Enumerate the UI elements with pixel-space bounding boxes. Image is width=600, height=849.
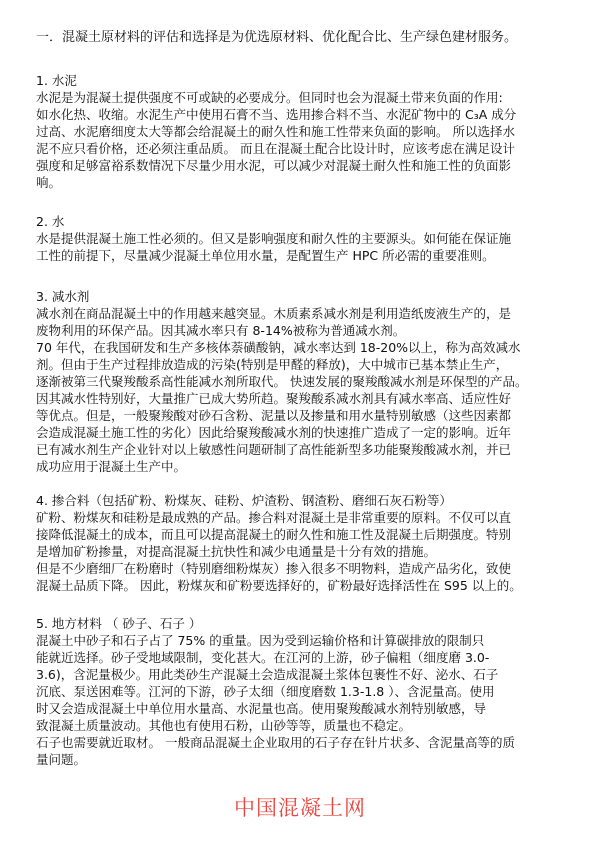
text-line: 逐渐被第三代聚羧酸系高性能减水剂所取代。 快速发展的聚羧酸减水剂是环保型的产品。 xyxy=(36,374,528,389)
section-title: 2. 水 xyxy=(36,214,65,229)
section-title: 5. 地方材料 （ 砂子、石子 ） xyxy=(36,616,202,631)
text-line: 剂。但由于生产过程排放造成的污染(特别是甲醛的释放)，大中城市已基本禁止生产， xyxy=(36,357,509,372)
section-body xyxy=(36,305,576,475)
section-body xyxy=(36,89,576,191)
text-line: 强度和足够富裕系数情况下尽量少用水泥，可以减少对混凝土耐久性和施工性的负面影 xyxy=(36,158,512,173)
text-line: 水是提供混凝土施工性必须的。但又是影响强度和耐久性的主要源头。如何能在保证施 xyxy=(36,231,512,246)
text-line: 能就近选择。砂子受地域限制，变化甚大。在江河的上游，砂子偏粗（细度磨 3.0- xyxy=(36,650,490,665)
text-line: 但是不少磨细厂在粉磨时（特别磨细粉煤灰）掺入很多不明物料，造成产品劣化，致使 xyxy=(36,561,512,576)
section-title: 3. 减水剂 xyxy=(36,289,90,304)
text-line: 3.6)，含泥量极少。用此类砂生产混凝土会造成混凝土浆体包裹性不好、泌水、石子 xyxy=(36,667,499,682)
section-body xyxy=(36,509,576,594)
text-line: 水泥是为混凝土提供强度不可或缺的必要成分。但同时也会为混凝土带来负面的作用: xyxy=(36,90,503,105)
text-line: 量问题。 xyxy=(36,752,87,767)
text-line: 石子也需要就近取材。 一般商品混凝土企业取用的石子存在针片状多、含泥量高等的质 xyxy=(36,735,515,750)
text-line: 接降低混凝土的成本，而且可以提高混凝土的耐久性和施工性及混凝土后期强度。特别 xyxy=(36,527,512,542)
section-body xyxy=(36,632,576,768)
section-water-reducer xyxy=(36,288,576,475)
text-line: 致混凝土质量波动。其他也有使用石粉，山砂等等，质量也不稳定。 xyxy=(36,718,412,733)
section-cement xyxy=(36,72,576,191)
document-heading: 一．混凝土原材料的评估和选择是为优选原材料、优化配合比、生产绿色建材服务。 xyxy=(36,30,518,45)
section-water xyxy=(36,213,576,264)
text-line: 成功应用于混凝土生产中。 xyxy=(36,459,187,474)
text-line: 响。 xyxy=(36,175,62,190)
text-line: 因其减水性特别好，大量推广已成大势所趋。聚羧酸系减水剂具有减水率高、适应性好 xyxy=(36,391,512,406)
text-line: 混凝土品质下降。 因此，粉煤灰和矿粉要选择好的，矿粉最好选择活性在 S95 以上的。 xyxy=(36,578,522,593)
section-admixtures xyxy=(36,492,576,594)
section-title: 1. 水泥 xyxy=(36,73,77,88)
text-line: 会造成混凝土施工性的劣化）因此给聚羧酸减水剂的快速推广造成了一定的影响。近年 xyxy=(36,425,512,440)
text-line: 等优点。但是，一般聚羧酸对砂石含粉、泥量以及掺量和用水量特别敏感（这些因素都 xyxy=(36,408,512,423)
section-body xyxy=(36,230,576,264)
text-line: 时又会造成混凝土中单位用水量高、水泥量也高。使用聚羧酸减水剂特别敏感，导 xyxy=(36,701,487,716)
text-line: 是增加矿粉掺量，对提高混凝土抗快性和减少电通量是十分有效的措施。 xyxy=(36,544,437,559)
site-watermark: 中国混凝土网 xyxy=(234,796,366,820)
text-line: 减水剂在商品混凝土中的作用越来越突显。木质素系减水剂是利用造纸废液生产的，是 xyxy=(36,306,512,321)
text-line: 混凝土中砂子和石子占了 75% 的重量。因为受到运输价格和计算碳排放的限制只 xyxy=(36,633,485,648)
text-line: 70 年代，在我国研发和生产多核体萘磺酸钠，减水率达到 18-20%以上，称为高效减水 xyxy=(36,340,521,355)
text-line: 沉底、泵送困难等。江河的下游，砂子太细（细度磨数 1.3-1.8 ）、含泥量高。使用 xyxy=(36,684,495,699)
text-line: 工性的前提下，尽量减少混凝土单位用水量，是配置生产 HPC 所必需的重要准则。 xyxy=(36,248,495,263)
text-line: 泥不应只看价格，还必须注重品质。 而且在混凝土配合比设计时，应该考虑在满足设计 xyxy=(36,141,515,156)
text-line: 废物利用的环保产品。因其减水率只有 8-14%被称为普通减水剂。 xyxy=(36,323,406,338)
text-line: 矿粉、粉煤灰和硅粉是最成熟的产品。掺合料对混凝土是非常重要的原料。不仅可以直 xyxy=(36,510,512,525)
text-line: 已有减水剂生产企业针对以上敏感性问题研制了高性能新型多功能聚羧酸减水剂，并已 xyxy=(36,442,512,457)
text-line: 如水化热、收缩。水泥生产中使用石膏不当、选用掺合料不当、水泥矿物中的 C₃A 成分 xyxy=(36,107,517,122)
section-local-materials xyxy=(36,615,576,768)
text-line: 过高、水泥磨细度太大等都会给混凝土的耐久性和施工性带来负面的影响。 所以选择水 xyxy=(36,124,515,139)
section-title: 4. 掺合料（包括矿粉、粉煤灰、硅粉、炉渣粉、钢渣粉、磨细石灰石粉等） xyxy=(36,493,452,508)
